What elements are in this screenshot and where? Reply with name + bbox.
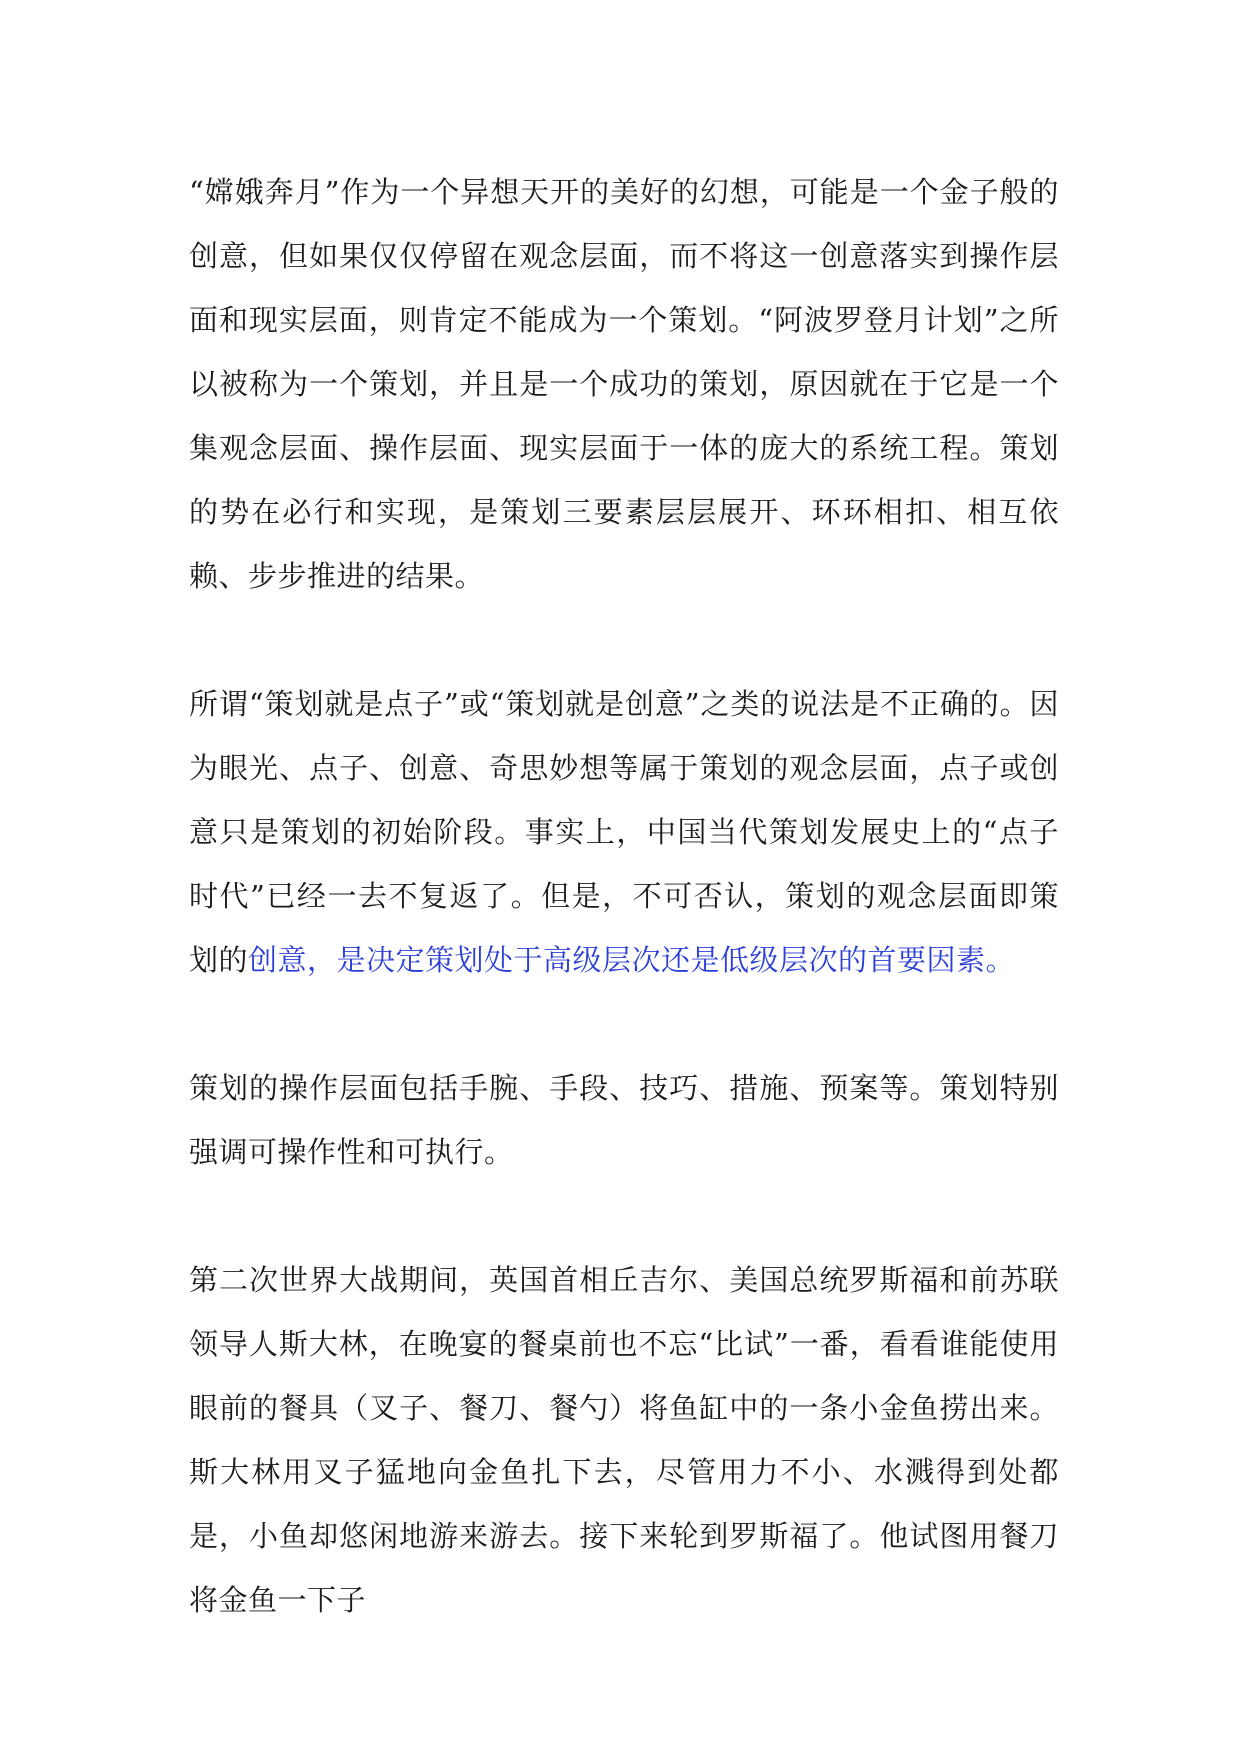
paragraph-spacer bbox=[189, 608, 1059, 672]
paragraph-change-moon bbox=[189, 160, 1059, 608]
paragraph-strategy-not-idea bbox=[189, 672, 1059, 992]
paragraph-text: “嫦娥奔月”作为一个异想天开的美好的幻想，可能是一个金子般的创意，但如果仅仅停留在观念层面，而不将这一创意落实到操作层面和现实层面，则肯定不能成为一个策划。“阿波罗登月计划”之所以被称为一个策划，并且是一个成功的策划，原因就在于它是一个集观念层面、操作层面、现实层面于一体的庞大的系统工程。策划的势在必行和实现，是策划三要素层层展开、环环相扣、相互依赖、步步推进的结果。 bbox=[189, 175, 1059, 593]
paragraph-text: 所谓“策划就是点子”或“策划就是创意”之类的说法是不正确的。因为眼光、点子、创意、奇思妙想等属于策划的观念层面，点子或创意只是策划的初始阶段。事实上，中国当代策划发展史上的“点子时代”已经一去不复返了。但是，不可否认，策划的观念层面即策划的 bbox=[189, 687, 1059, 977]
paragraph-operation-layer bbox=[189, 1056, 1059, 1184]
highlighted-link-text[interactable]: 创意，是决定策划处于高级层次还是低级层次的首要因素。 bbox=[248, 943, 1016, 977]
paragraph-text: 第二次世界大战期间，英国首相丘吉尔、美国总统罗斯福和前苏联领导人斯大林，在晚宴的餐桌前也不忘“比试”一番，看看谁能使用眼前的餐具（叉子、餐刀、餐勺）将鱼缸中的一条小金鱼捞出来。斯大林用叉子猛地向金鱼扎下去，尽管用力不小、水溅得到处都是，小鱼却悠闲地游来游去。接下来轮到罗斯福了。他试图用餐刀将金鱼一下子 bbox=[189, 1263, 1059, 1617]
paragraph-ww2-story bbox=[189, 1248, 1059, 1632]
paragraph-text: 策划的操作层面包括手腕、手段、技巧、措施、预案等。策划特别强调可操作性和可执行。 bbox=[189, 1071, 1059, 1169]
body-text bbox=[189, 160, 1059, 1632]
paragraph-spacer bbox=[189, 992, 1059, 1056]
paragraph-spacer bbox=[189, 1184, 1059, 1248]
